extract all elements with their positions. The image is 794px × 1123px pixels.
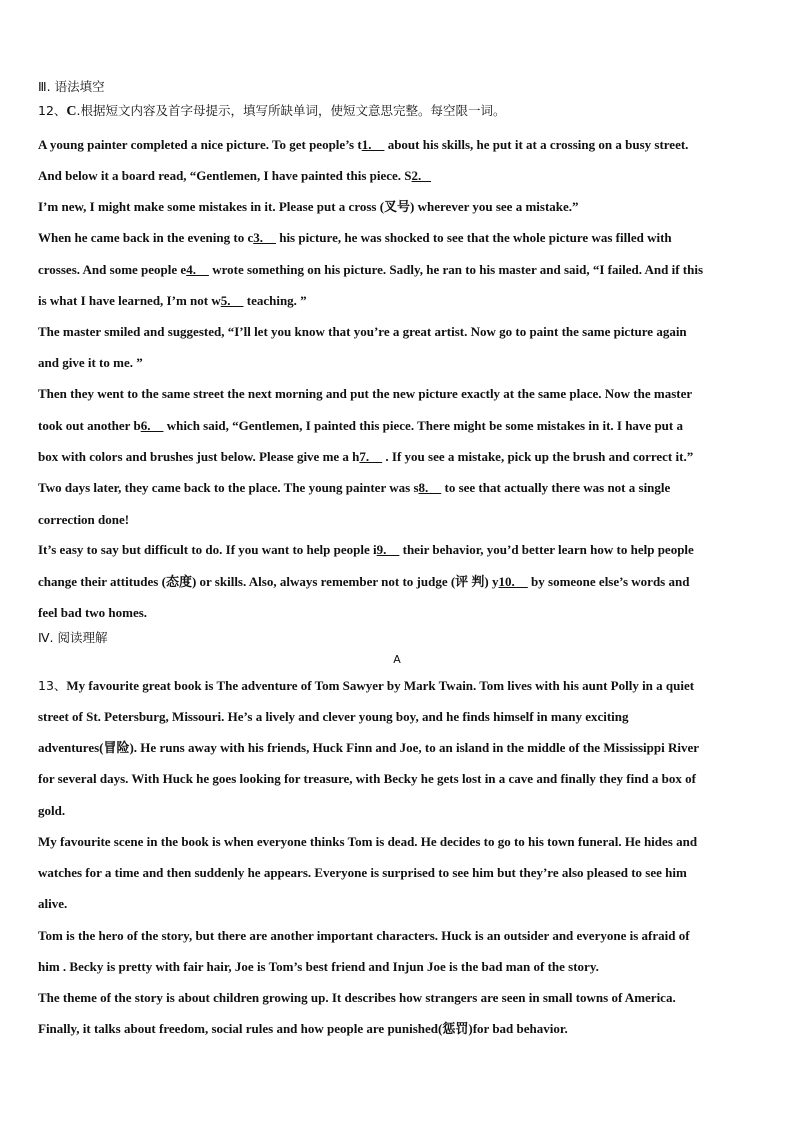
- passage-line: Tom is the hero of the story, but there are another important characters. Huck is an outsider and everyone is afraid of: [38, 928, 690, 943]
- passage-line: Two days later, they came back to the place. The young painter was s8. to see that actually there was not a single: [38, 480, 671, 495]
- passage-line: gold.: [38, 803, 66, 818]
- passage-line: When he came back in the evening to c3. his picture, he was shocked to see that the whole picture was filled with: [38, 230, 672, 245]
- passage-line: The theme of the story is about children growing up. It describes how strangers are seen in small towns of America.: [38, 990, 676, 1005]
- passage-line: change their attitudes (态度) or skills. Also, always remember not to judge (评 判) y10. by someone else’s words and: [38, 574, 690, 589]
- passage-line: My favourite scene in the book is when everyone thinks Tom is dead. He decides to go to his town funeral. He hides and: [38, 834, 698, 849]
- blank-3[interactable]: 3.: [253, 230, 276, 245]
- section-heading-reading: Ⅳ. 阅读理解: [38, 630, 108, 645]
- passage-line: alive.: [38, 896, 68, 911]
- question-number: 12、: [38, 103, 67, 118]
- question-letter: C: [66, 104, 77, 119]
- passage-line: Finally, it talks about freedom, social rules and how people are punished(惩罚)for bad behavior.: [38, 1021, 568, 1036]
- passage-line: correction done!: [38, 512, 130, 527]
- blank-9[interactable]: 9.: [376, 542, 400, 557]
- passage-line: The master smiled and suggested, “I’ll let you know that you’re a great artist. Now go to paint the same picture again: [38, 324, 687, 339]
- passage-line: and give it to me. ”: [38, 355, 143, 370]
- passage-line: crosses. And some people e4. wrote something on his picture. Sadly, he ran to his master and said, “I failed. And if this: [38, 262, 704, 277]
- passage-line: adventures(冒险). He runs away with his friends, Huck Finn and Joe, to an island in the middle of the Mississippi River: [38, 740, 700, 755]
- passage-line: took out another b6. which said, “Gentlemen, I painted this piece. There might be some mistakes in it. I have put a: [38, 418, 683, 433]
- passage-line: It’s easy to say but difficult to do. If you want to help people i9. their behavior, you’d better learn how to help people: [38, 542, 694, 557]
- passage-line: watches for a time and then suddenly he appears. Everyone is surprised to see him but they’re also pleased to see him: [38, 865, 687, 880]
- passage-line: street of St. Petersburg, Missouri. He’s a lively and clever young boy, and he finds himself in many exciting: [38, 709, 629, 724]
- blank-2[interactable]: 2.: [411, 168, 432, 183]
- passage-line: A young painter completed a nice picture. To get people’s t1. about his skills, he put it at a crossing on a busy street.: [38, 137, 689, 152]
- question-instruction: .根据短文内容及首字母提示，填写所缺单词，使短文意思完整。每空限一词。: [76, 103, 506, 118]
- passage-line: him . Becky is pretty with fair hair, Joe is Tom’s best friend and Injun Joe is the bad man of the story.: [38, 959, 599, 974]
- passage-line: for several days. With Huck he goes looking for treasure, with Becky he gets lost in a cave and finally they find a box of: [38, 771, 696, 786]
- question-number: 13、: [38, 678, 67, 693]
- passage-line: And below it a board read, “Gentlemen, I have painted this piece. S2.: [38, 168, 432, 183]
- blank-10[interactable]: 10.: [498, 574, 528, 589]
- passage-line: feel bad two homes.: [38, 605, 148, 620]
- section-heading-grammar: Ⅲ. 语法填空: [38, 79, 105, 94]
- blank-6[interactable]: 6.: [140, 418, 164, 433]
- blank-1[interactable]: 1.: [361, 137, 385, 152]
- part-label: A: [393, 653, 401, 666]
- passage-line: is what I have learned, I’m not w5. teaching. ”: [38, 293, 307, 308]
- blank-8[interactable]: 8.: [418, 480, 442, 495]
- blank-4[interactable]: 4.: [186, 262, 209, 277]
- blank-7[interactable]: 7.: [359, 449, 383, 464]
- passage-line: box with colors and brushes just below. Please give me a h7. . If you see a mistake, pick up the brush and correct it.”: [38, 449, 694, 464]
- passage-line: I’m new, I might make some mistakes in it. Please put a cross (叉号) wherever you see a mistake.”: [38, 199, 579, 214]
- passage-line: Then they went to the same street the next morning and put the new picture exactly at the same place. Now the master: [38, 386, 693, 401]
- blank-5[interactable]: 5.: [220, 293, 244, 308]
- passage-line: 13、My favourite great book is The adventure of Tom Sawyer by Mark Twain. Tom lives with his aunt Polly in a quiet: [38, 678, 695, 693]
- question-12-header: [38, 103, 506, 120]
